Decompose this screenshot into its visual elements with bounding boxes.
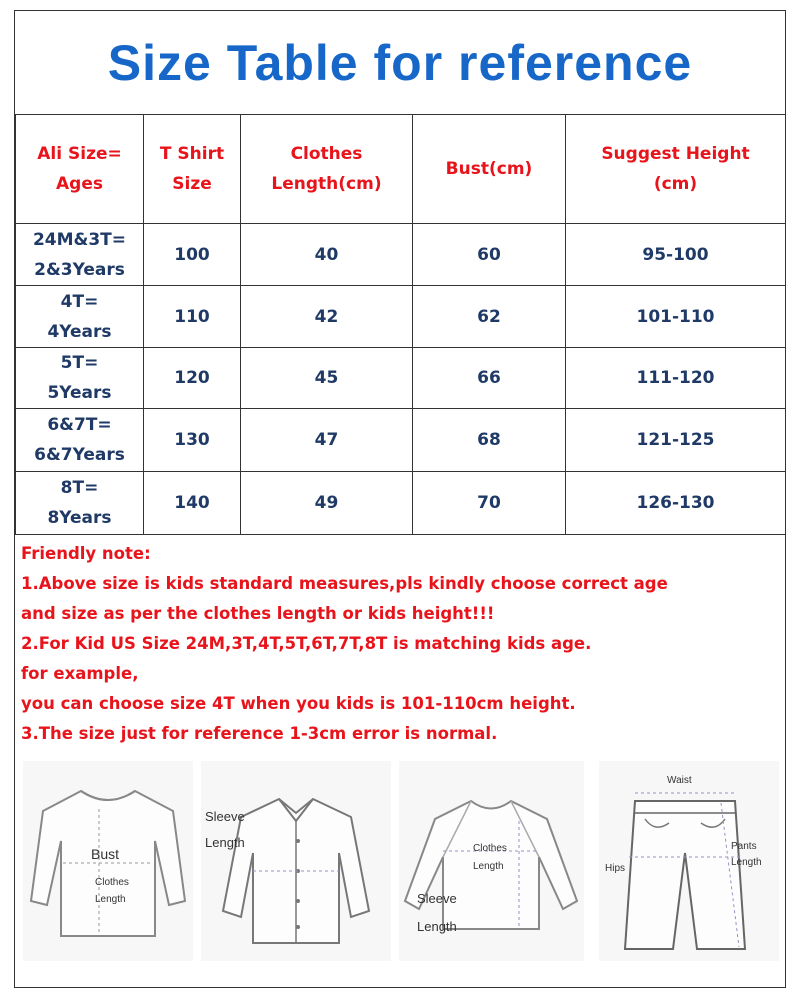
- table-row: [16, 472, 786, 535]
- cell-bust: 60: [413, 224, 566, 286]
- label-sleeve-length: Length: [417, 919, 457, 934]
- note-line: 2.For Kid US Size 24M,3T,4T,5T,6T,7T,8T is matching kids age.: [21, 634, 592, 653]
- tshirt-diagram: [23, 761, 193, 961]
- header-tshirt-size: T Shirt Size: [144, 115, 241, 224]
- cell-size: 120: [144, 348, 241, 409]
- cell-age: 6&7T= 6&7Years: [16, 409, 144, 472]
- size-chart-sheet: [14, 10, 786, 988]
- cell-length: 47: [241, 409, 413, 472]
- cell-height: 95-100: [566, 224, 786, 286]
- cell-length: 45: [241, 348, 413, 409]
- cell-length: 42: [241, 286, 413, 348]
- cell-height: 121-125: [566, 409, 786, 472]
- cell-bust: 66: [413, 348, 566, 409]
- measurement-diagrams: [15, 751, 785, 987]
- note-line: and size as per the clothes length or kids height!!!: [21, 604, 495, 623]
- cell-age: 5T= 5Years: [16, 348, 144, 409]
- header-suggest-height: Suggest Height (cm): [566, 115, 786, 224]
- label-waist: Waist: [667, 775, 692, 786]
- cell-size: 140: [144, 472, 241, 535]
- table-header-row: [16, 115, 786, 224]
- cell-length: 49: [241, 472, 413, 535]
- note-line: 3.The size just for reference 1-3cm error is normal.: [21, 724, 498, 743]
- cell-height: 111-120: [566, 348, 786, 409]
- label-clothes: Clothes: [473, 843, 507, 854]
- label-sleeve: Sleeve: [205, 809, 245, 824]
- header-clothes-length: Clothes Length(cm): [241, 115, 413, 224]
- table-row: [16, 409, 786, 472]
- table-row: [16, 348, 786, 409]
- cell-height: 126-130: [566, 472, 786, 535]
- raglan-diagram: [399, 761, 584, 961]
- label-sleeve: Sleeve: [417, 891, 457, 906]
- cell-bust: 68: [413, 409, 566, 472]
- shirt-diagram: [201, 761, 391, 961]
- table-row: [16, 224, 786, 286]
- label-pants-length: Length: [731, 857, 762, 868]
- label-pants: Pants: [731, 841, 757, 852]
- cell-age: 24M&3T= 2&3Years: [16, 224, 144, 286]
- label-bust: Bust: [91, 846, 120, 862]
- cell-size: 130: [144, 409, 241, 472]
- note-line: 1.Above size is kids standard measures,pls kindly choose correct age: [21, 574, 668, 593]
- label-length: Length: [473, 861, 504, 872]
- cell-age: 4T= 4Years: [16, 286, 144, 348]
- label-length: Length: [95, 894, 126, 905]
- friendly-note: [21, 539, 781, 749]
- label-hips: Hips: [605, 863, 626, 874]
- header-bust: Bust(cm): [413, 115, 566, 224]
- note-heading: Friendly note:: [21, 544, 151, 563]
- cell-height: 101-110: [566, 286, 786, 348]
- header-ali-size: Ali Size= Ages: [16, 115, 144, 224]
- cell-bust: 70: [413, 472, 566, 535]
- page-title: Size Table for reference: [15, 11, 785, 115]
- note-line: for example,: [21, 664, 139, 683]
- label-clothes: Clothes: [95, 877, 129, 888]
- cell-age: 8T= 8Years: [16, 472, 144, 535]
- cell-size: 100: [144, 224, 241, 286]
- cell-bust: 62: [413, 286, 566, 348]
- pants-diagram: [599, 761, 779, 961]
- label-length: Length: [205, 835, 245, 850]
- note-line: you can choose size 4T when you kids is 101-110cm height.: [21, 694, 576, 713]
- table-row: [16, 286, 786, 348]
- size-table: [15, 114, 786, 535]
- cell-size: 110: [144, 286, 241, 348]
- cell-length: 40: [241, 224, 413, 286]
